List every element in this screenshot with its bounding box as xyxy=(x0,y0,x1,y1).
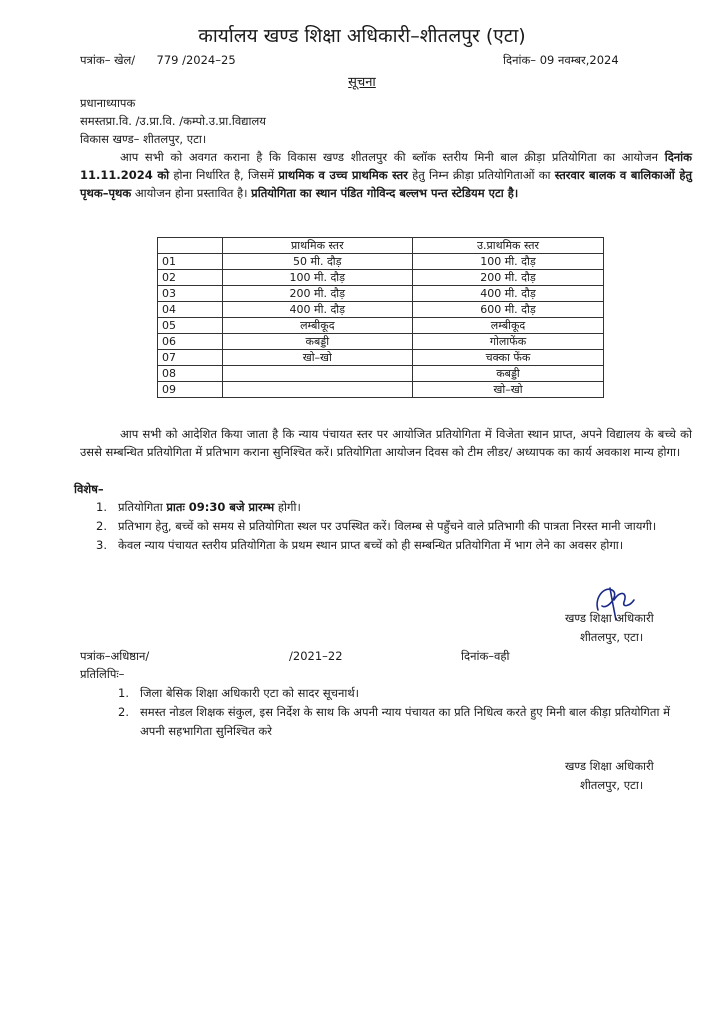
table-cell-upper: खो–खो xyxy=(413,382,604,398)
table-header-primary: प्राथमिक स्तर xyxy=(222,238,412,254)
copy-heading: प्रतिलिपिः– xyxy=(80,667,125,681)
instruction-paragraph xyxy=(80,425,692,461)
intro-text-2: होना निर्धारित है, जिसमें xyxy=(169,168,279,182)
copy-list xyxy=(118,684,692,741)
table-cell-num: 04 xyxy=(158,302,223,318)
signature-1-title: खण्ड शिक्षा अधिकारी xyxy=(565,611,654,625)
table-cell-num: 07 xyxy=(158,350,223,366)
table-cell-num: 02 xyxy=(158,270,223,286)
table-cell-num: 09 xyxy=(158,382,223,398)
date-line xyxy=(503,53,619,68)
footer-ref-label: पत्रांक–अधिष्ठान/ xyxy=(80,649,150,663)
table-cell-num: 03 xyxy=(158,286,223,302)
table-cell-primary: 200 मी. दौड़ xyxy=(222,286,412,302)
reference-line xyxy=(80,53,236,68)
list-number: 3. xyxy=(96,538,107,552)
table-row xyxy=(158,254,604,270)
table-cell-num: 06 xyxy=(158,334,223,350)
table-cell-upper: 200 मी. दौड़ xyxy=(413,270,604,286)
table-cell-upper: चक्का फेंक xyxy=(413,350,604,366)
list-number: 1. xyxy=(96,500,107,514)
signature-2-title: खण्ड शिक्षा अधिकारी xyxy=(565,759,654,773)
table-cell-primary: खो–खो xyxy=(222,350,412,366)
competition-table xyxy=(157,237,604,398)
table-cell-primary xyxy=(222,382,412,398)
table-cell-upper: कबड्डी xyxy=(413,366,604,382)
addressee-line-3: विकास खण्ड– शीतलपुर, एटा। xyxy=(80,132,207,146)
intro-text-4: आयोजन होना प्रस्तावित है। xyxy=(131,186,252,200)
date-value: 09 नवम्बर,2024 xyxy=(539,53,619,67)
reference-number: 779 xyxy=(156,53,179,67)
table-cell-primary xyxy=(222,366,412,382)
table-header-upper: उ.प्राथमिक स्तर xyxy=(413,238,604,254)
list-number: 2. xyxy=(96,519,107,533)
table-row xyxy=(158,286,604,302)
intro-paragraph xyxy=(80,148,692,202)
table-cell-primary: 400 मी. दौड़ xyxy=(222,302,412,318)
date-label: दिनांक– xyxy=(503,53,537,67)
table-cell-num: 08 xyxy=(158,366,223,382)
addressee-line-2: समस्तप्रा.वि. /उ.प्रा.वि. /कम्पो.उ.प्रा.विद्यालय xyxy=(80,114,266,128)
intro-text-3: हेतु निम्न क्रीड़ा प्रतियोगिताओं का xyxy=(407,168,555,182)
special-list xyxy=(96,498,692,555)
list-text: जिला बेसिक शिक्षा अधिकारी एटा को सादर सूचनार्थ। xyxy=(140,686,360,700)
table-cell-upper: 600 मी. दौड़ xyxy=(413,302,604,318)
table-row xyxy=(158,366,604,382)
signature-2-place: शीतलपुर, एटा। xyxy=(580,778,644,792)
table-cell-upper: 100 मी. दौड़ xyxy=(413,254,604,270)
signature-1-place: शीतलपुर, एटा। xyxy=(580,630,644,644)
table-cell-primary: कबड्डी xyxy=(222,334,412,350)
list-item xyxy=(118,703,692,741)
notice-heading: सूचना xyxy=(348,75,376,90)
list-text: होगी। xyxy=(274,500,301,514)
intro-separate-bold: स्तरवार बालक व बालिकाओं हेतु पृथक–पृथक xyxy=(80,168,693,200)
list-text: प्रतिभाग हेतु, बच्चें को समय से प्रतियोगिता स्थल पर उपस्थित करें। विलम्ब से पहुँचने वाले प्रतिभागी की पात्रता निरस्त मानी जायगी। xyxy=(118,519,657,533)
office-title: कार्यालय खण्ड शिक्षा अधिकारी–शीतलपुर (एटा) xyxy=(198,25,526,47)
list-item xyxy=(96,517,692,536)
intro-venue-bold: प्रतियोगिता का स्थान पंडित गोविन्द बल्लभ पन्त स्टेडियम एटा है। xyxy=(251,186,519,200)
table-cell-num: 05 xyxy=(158,318,223,334)
table-cell-upper: गोलाफेंक xyxy=(413,334,604,350)
intro-text-1: आप सभी को अवगत कराना है कि विकास खण्ड शीतलपुर की ब्लॉक स्तरीय मिनी बाल क्रीड़ा प्रतियोगिता का आयोजन xyxy=(120,150,665,164)
addressee-line-1: प्रधानाध्यापक xyxy=(80,96,136,110)
instruction-text: आप सभी को आदेशित किया जाता है कि न्याय पंचायत स्तर पर आयोजित प्रतियोगिता में विजेता स्थान प्राप्त, अपने विद्यालय के बच्चे को उससे सम्बन्धित प्रतियोगिता में प्रतिभाग कराना सुनिश्चित करें। प्रतियोगिता आयोजन दिवस को टीम लीडर/ अध्यापक का कार्य अवकाश मान्य होगा। xyxy=(80,427,692,459)
table-row xyxy=(158,350,604,366)
table-cell-upper: लम्बीकूद xyxy=(413,318,604,334)
table-header-num xyxy=(158,238,223,254)
list-text: केवल न्याय पंचायत स्तरीय प्रतियोगिता के प्रथम स्थान प्राप्त बच्चें को ही सम्बन्धित प्रतियोगिता में भाग लेने का अवसर होगा। xyxy=(118,538,624,552)
footer-ref-year: /2021–22 xyxy=(289,649,343,663)
list-number: 1. xyxy=(118,686,129,700)
table-row xyxy=(158,302,604,318)
list-item xyxy=(96,498,692,517)
table-header-row xyxy=(158,238,604,254)
special-heading: विशेष– xyxy=(74,482,104,496)
list-number: 2. xyxy=(118,705,129,719)
intro-level-bold: प्राथमिक व उच्च प्राथमिक स्तर xyxy=(278,168,408,182)
table-cell-primary: लम्बीकूद xyxy=(222,318,412,334)
reference-label: पत्रांक– खेल/ xyxy=(80,53,136,67)
list-text: समस्त नोडल शिक्षक संकुल, इस निर्देश के साथ कि अपनी न्याय पंचायत का प्रति निधित्व करते हुए मिनी बाल कीड़ा प्रतियोगिता में अपनी सहभागिता सुनिश्चित करे xyxy=(140,705,670,738)
table-cell-primary: 100 मी. दौड़ xyxy=(222,270,412,286)
table-row xyxy=(158,334,604,350)
list-bold-time: प्रातः 09:30 बजे प्रारम्भ xyxy=(166,500,275,514)
footer-ref-date: दिनांक–वही xyxy=(461,649,510,663)
reference-year: /2024–25 xyxy=(182,53,236,67)
table-cell-primary: 50 मी. दौड़ xyxy=(222,254,412,270)
list-text: प्रतियोगिता xyxy=(118,500,167,514)
table-row xyxy=(158,382,604,398)
table-cell-upper: 400 मी. दौड़ xyxy=(413,286,604,302)
table-cell-num: 01 xyxy=(158,254,223,270)
list-item xyxy=(118,684,692,703)
table-row xyxy=(158,270,604,286)
intro-date-bold: दिनांक 11.11.2024 को xyxy=(80,150,692,182)
table-row xyxy=(158,318,604,334)
list-item xyxy=(96,536,692,555)
